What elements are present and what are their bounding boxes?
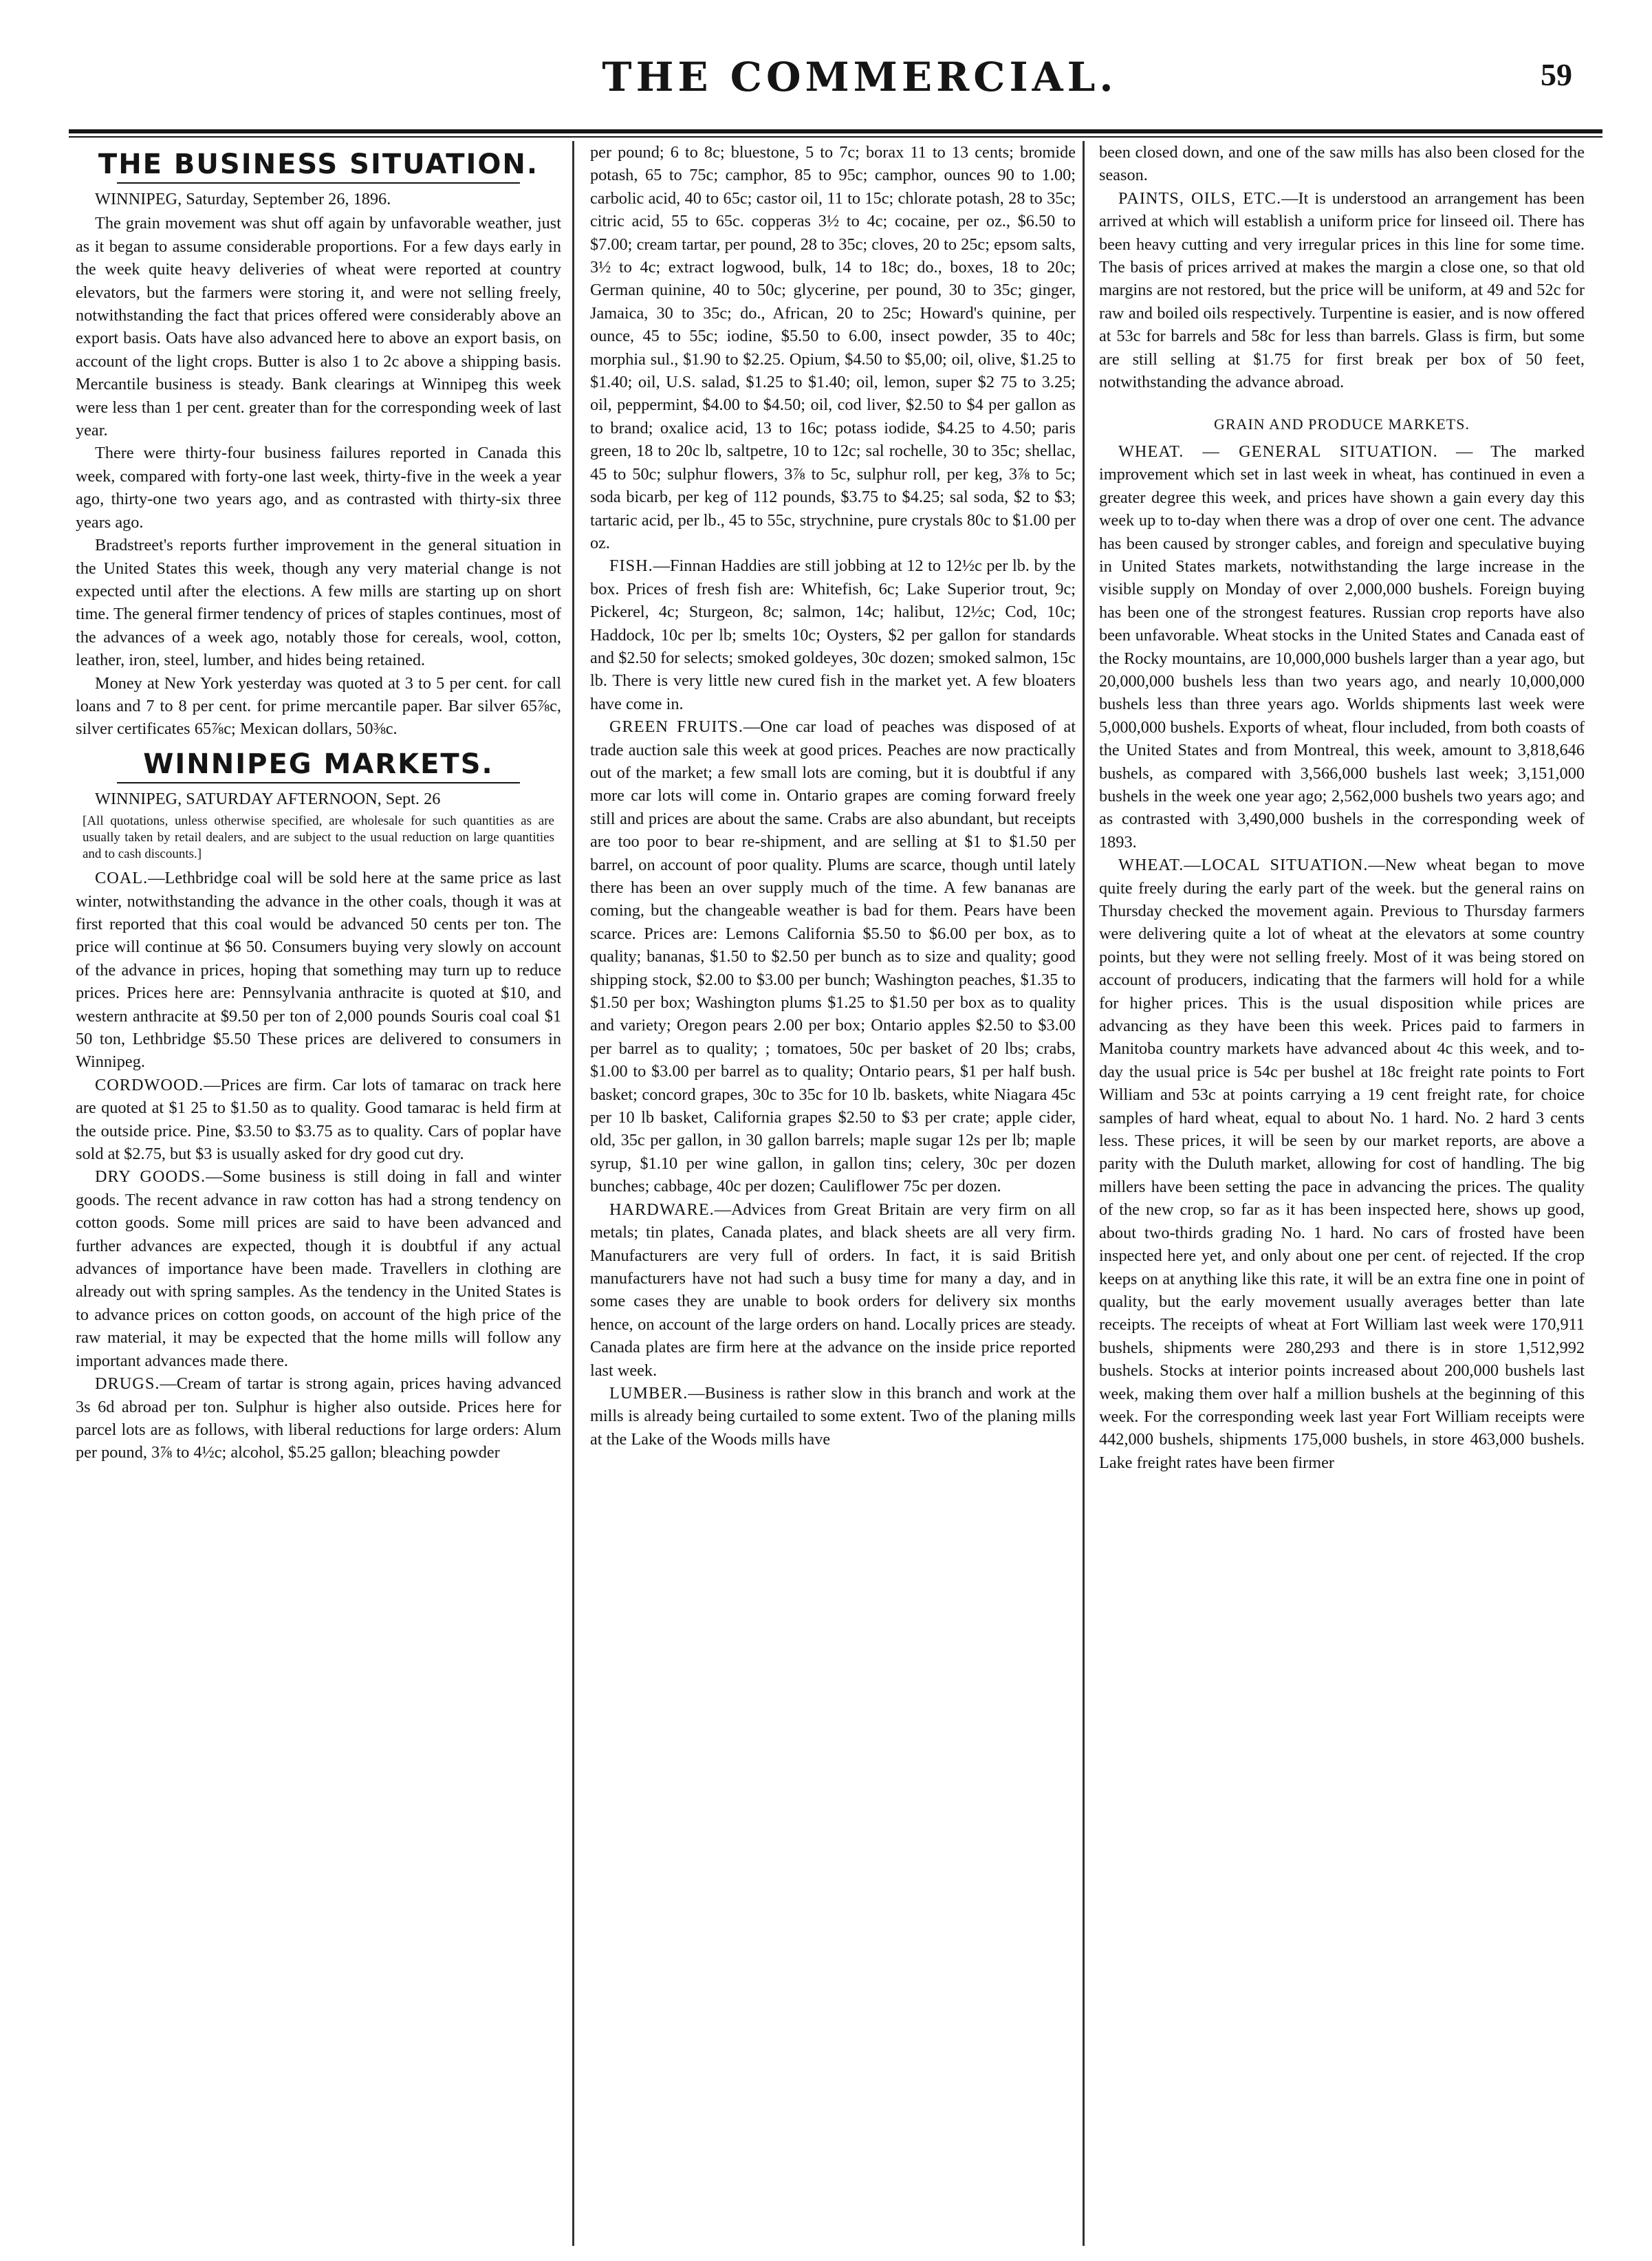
column-1 <box>76 141 561 2246</box>
business-paragraph: Money at New York yesterday was quoted at 3 to 5 per cent. for call loans and 7 to 8 per cent. for prime mercantile paper. Bar silver 65⅞c, silver certificates 65⅞c; Mexican dollars, 50⅜c. <box>76 673 561 739</box>
masthead-rule-thin <box>69 136 1602 138</box>
quotations-note: [All quotations, unless otherwise specified, are wholesale for such quantities as are usually taken by retail dealers, and are subject to the usual reduction on large quantities and to cash discounts.] <box>83 814 554 862</box>
winnipeg-markets-heading: WINNIPEG MARKETS. <box>143 748 494 780</box>
masthead-rule <box>69 129 1602 133</box>
masthead <box>0 0 1652 138</box>
paints-paragraph: PAINTS, OILS, ETC.—It is understood an arrangement has been arrived at which will establish a uniform price for linseed oil. There has been heavy cutting and very irregular prices in this line for some time. The basis of prices arrived at makes the margin a close one, so that old margins are not restored, but the price will be uniform, at 49 and 52c for raw and boiled oils respectively. Turpentine is easier, and is now offered at 53c for barrels and 58c for less than barrels. Glass is firm, but some are still selling at $1.75 for first break per box of 50 feet, notwithstanding the advance abroad. <box>1099 188 1585 392</box>
heading-rule <box>117 182 520 184</box>
column-divider <box>572 141 574 2246</box>
section-lead: HARDWARE. <box>609 1200 715 1219</box>
grain-produce-heading: GRAIN AND PRODUCE MARKETS. <box>1214 415 1470 433</box>
markets-dateline: WINNIPEG, SATURDAY AFTERNOON, Sept. 26 <box>95 789 441 808</box>
column-2 <box>590 141 1076 2246</box>
fish-paragraph: FISH.—Finnan Haddies are still jobbing at 12 to 12½c per lb. by the box. Prices of fresh fish are: Whitefish, 6c; Lake Superior trout, 9c; Pickerel, 4c; Sturgeon, 8c; salmon, 14c; halibut, 12½c; Cod, 10c; Haddock, 10c per lb; smelts 10c; Oysters, $2 per gallon for standards and $2.50 for selects; smoked goldeyes, 30c dozen; smoked salmon, 15c lb. There is very little new cured fish in the market yet. A few bloaters have come in. <box>590 556 1076 713</box>
green-fruits-paragraph: GREEN FRUITS.—One car load of peaches was disposed of at trade auction sale this week at good prices. Peaches are now practically out of the market; a few small lots are coming, but it is doubtful if any more car lots will come in. Ontario grapes are coming forward freely still and prices are about the same. Crabs are also abundant, but receipts are too poor to bear re-shipment, and are selling at $1 to $1.50 per barrel, on account of poor quality. Plums are scarce, though until lately there has been an over supply much of the time. A few bananas are coming, but the changeable weather is bad for them. Pears have been scarce. Prices are: Lemons California $5.50 to $6.00 per box, as to quality; bananas, $1.50 to $2.50 per bunch as to size and quality; good shipping stock, $2.00 to $3.00 per bunch; Washington peaches, $1.35 to $1.50 per box; Washington plums $1.25 to $1.50 per box as to quality and variety; Oregon pears 2.00 per box; Ontario apples $2.50 to $3.00 per barrel as to quality; ; tomatoes, 50c per basket of 20 lbs; crabs, $1.00 to $3.00 per barrel as to quality; Ontario pears, $1 per half bush. basket; concord grapes, 30c to 35c for 10 lb. baskets, white Niagara 45c per 10 lb basket, California grapes $2.50 to $3 per crate; apple cider, old, 35c per gallon, in 30 gallon barrels; maple sugar 12s per lb; maple syrup, $1.10 per wine gallon, in gallon tins; celery, 30c per dozen bunches; cabbage, 40c per dozen; Cauliflower 75c per dozen. <box>590 717 1076 1196</box>
section-lead: DRUGS. <box>95 1374 160 1394</box>
wheat-general-paragraph: WHEAT. — GENERAL SITUATION. — The marked improvement which set in last week in wheat, has continued in even a greater degree this week, and prices have shown a gain every day this week up to to-day when there was a drop of over one cent. The advance has been caused by stronger cables, and foreign and speculative buying in United States markets, notwithstanding the large increase in the visible supply on Monday of over 2,000,000 bushels. Foreign buying has been one of the strongest features. Russian crop reports have also been unfavorable. Wheat stocks in the United States and Canada east of the Rocky mountains, are 10,000,000 bushels larger than a year ago, but 20,000,000 bushels less than two years ago, and nearly 10,000,000 bushels less than three years ago. Worlds shipments last week were 5,000,000 bushels. Exports of wheat, flour included, from both coasts of the United States and from Montreal, this week, amount to 3,818,646 bushels, as compared with 3,566,000 bushels last week; 3,151,000 bushels in the week one year ago; 2,562,000 bushels two years ago; and as contrasted with 3,490,000 bushels in the corresponding week of 1893. <box>1099 442 1585 852</box>
section-lead: GREEN FRUITS. <box>609 717 743 737</box>
business-paragraph: Bradstreet's reports further improvement in the general situation in the United States this week, though any very material change is not expected until after the elections. A few mills are starting up on short time. The general firmer tendency of prices of staples continues, most of the advances of a week ago, notably those for cereals, wool, cotton, leather, iron, steel, lumber, and hides being retained. <box>76 536 561 670</box>
business-dateline: WINNIPEG, Saturday, September 26, 1896. <box>95 190 391 208</box>
dry-goods-paragraph: DRY GOODS.—Some business is still doing in fall and winter goods. The recent advance in raw cotton has had a strong tendency on cotton goods. Some mill prices are said to have been advanced and further advances are expected, though it is doubtful if any actual advances of importance have been made. Travellers in clothing are already out with spring samples. As the tendency in the United States is to advance prices on cotton goods, on account of the high price of the raw material, it may be expected that the home mills will follow any important advances made there. <box>76 1167 561 1370</box>
section-lead: LUMBER. <box>609 1383 688 1403</box>
section-lead: FISH. <box>609 556 653 576</box>
lumber-continued: been closed down, and one of the saw mills has also been closed for the season. <box>1099 143 1585 185</box>
business-situation-heading: THE BUSINESS SITUATION. <box>98 149 539 180</box>
section-lead: WHEAT.—LOCAL SITUATION. <box>1118 856 1369 875</box>
coal-paragraph: COAL.—Lethbridge coal will be sold here at the same price as last winter, notwithstanding the advance in the other coals, though it was at first reported that this coal would be advanced 50 cents per ton. The price will continue at $6 50. Consumers buying very slowly on account of the advance in prices, hoping that something may turn up to reduce prices. Prices here are: Pennsylvania anthracite is quoted at $10, and western anthracite at $9.50 per ton of 2,000 pounds Souris coal coal $1 50 ton, Lethbridge $5.50 These prices are delivered to consumers in Winnipeg. <box>76 869 561 1072</box>
heading-rule <box>117 782 520 783</box>
drugs-continued: per pound; 6 to 8c; bluestone, 5 to 7c; borax 11 to 13 cents; bromide potash, 65 to 75c; camphor, 85 to 95c; camphor, ounces 90 to 1.00; carbolic acid, 40 to 65c; castor oil, 11 to 15c; chlorate potash, 28 to 35c; citric acid, 55 to 65c. copperas 3½ to 4c; cocaine, per oz., $6.50 to $7.00; cream tartar, per pound, 28 to 35c; cloves, 20 to 25c; epsom salts, 3½ to 4c; extract logwood, bulk, 14 to 18c; do., boxes, 18 to 20c; German quinine, 40 to 50c; glycerine, per pound, 30 to 35c; ginger, Jamaica, 30 to 35c; do., African, 20 to 25c; Howard's quinine, per ounce, 45 to 55c; iodine, $5.50 to 6.00, insect powder, 35 to 40c; morphia sul., $1.90 to $2.25. Opium, $4.50 to $5,00; oil, olive, $1.25 to $1.40; oil, U.S. salad, $1.25 to $1.40; oil, lemon, super $2 75 to 3.25; oil, peppermint, $4.00 to $4.50; oil, cod liver, $2.50 to $4 per gallon as to brand; oxalice acid, 13 to 16c; potass iodide, $4.25 to 4.50; paris green, 18 to 20c lb, saltpetre, 10 to 12c; sal rochelle, 30 to 35c; shellac, 45 to 50c; sulphur flowers, 3⅞ to 5c, sulphur roll, per keg, 3⅞ to 5c; soda bicarb, per keg of 112 pounds, $3.75 to $4.25; sal soda, $2 to $3; tartaric acid, per lb., 45 to 55c, strychnine, pure crystals 80c to $1.00 per oz. <box>590 143 1076 552</box>
drugs-paragraph: DRUGS.—Cream of tartar is strong again, prices having advanced 3s 6d abroad per ton. Sulphur is higher also outside. Prices here for parcel lots are as follows, with liberal reductions for large orders: Alum per pound, 3⅞ to 4½c; alcohol, $5.25 gallon; bleaching powder <box>76 1374 561 1462</box>
section-lead: COAL. <box>95 869 149 888</box>
column-divider <box>1083 141 1085 2246</box>
section-lead: PAINTS, OILS, ETC. <box>1118 188 1282 208</box>
hardware-paragraph: HARDWARE.—Advices from Great Britain are very firm on all metals; tin plates, Canada plates, and black sheets are all very firm. Manufacturers are very full of orders. In fact, it is said British manufacturers have not had such a busy time for many a day, and in some cases they are unable to book orders for delivery six months hence, on account of the large orders on hand. Locally prices are steady. Canada plates are firm here at the advance on the inside price reported last week. <box>590 1200 1076 1380</box>
lumber-paragraph: LUMBER.—Business is rather slow in this branch and work at the mills is already being curtailed to some extent. Two of the planing mills at the Lake of the Woods mills have <box>590 1383 1076 1449</box>
section-lead: WHEAT. — GENERAL SITUATION. <box>1118 442 1438 461</box>
running-head: THE COMMERCIAL. <box>602 54 1118 100</box>
section-lead: DRY GOODS. <box>95 1167 206 1187</box>
business-paragraph: There were thirty-four business failures reported in Canada this week, compared with forty-one last week, thirty-five in the week a year ago, thirty-one two years ago, and as contrasted with thirty-six three years ago. <box>76 444 561 532</box>
business-paragraph: The grain movement was shut off again by unfavorable weather, just as it began to assume considerable proportions. For a few days early in the week quite heavy deliveries of wheat were reported at country elevators, but the farmers were storing it, and were not selling freely, notwithstanding the fact that prices offered were considerably above an export basis. Oats have also advanced here to above an export basis, on account of the light crops. Butter is also 1 to 2c above a shipping basis. Mercantile business is steady. Bank clearings at Winnipeg this week were less than 1 per cent. greater than for the corresponding week of last year. <box>76 214 561 440</box>
page-number: 59 <box>1541 57 1572 92</box>
cordwood-paragraph: CORDWOOD.—Prices are firm. Car lots of tamarac on track here are quoted at $1 25 to $1.50 as to quality. Good tamarac is held firm at the outside price. Pine, $3.50 to $3.75 as to quality. Cars of poplar have sold at $2.75, but $3 is usually asked for dry good cut dry. <box>76 1075 561 1164</box>
column-3 <box>1099 141 1585 2246</box>
section-lead: CORDWOOD. <box>95 1075 204 1094</box>
wheat-local-paragraph: WHEAT.—LOCAL SITUATION.—New wheat began to move quite freely during the early part of the week. but the general rains on Thursday checked the movement again. Previous to Thursday farmers were delivering quite a lot of wheat at the elevators at some country points, but they were not selling freely. Most of it was being stored on account of producers, indicating that the farmers will hold for a while for higher prices. This is the usual disposition while prices are advancing as they have been this week. Prices paid to farmers in Manitoba country markets have advanced about 4c this week, and to-day the usual price is 54c per bushel at 18c freight rate points to Fort William and 53c at points carrying a 19 cent freight rate, for choice samples of hard wheat, equal to about No. 1 hard. No. 2 hard 3 cents less. These prices, it will be seen by our market reports, are above a parity with the Duluth market, allowing for cost of handling. The big millers have been setting the pace in advancing the prices. The quality of the new crop, so far as it has been inspected here, shows up good, about two-thirds grading No. 1 hard. No cars of frosted have been inspected here yet, and only about one per cent. of rejected. If the crop keeps on at anything like this rate, it will be an extra fine one in point of quality, but the early movement usually averages better than late receipts. The receipts of wheat at Fort William last week were 170,911 bushels, shipments were 280,293 and there is in store 1,512,992 bushels. Stocks at interior points increased about 200,000 bushels last week, making them over half a million bushels at the beginning of this week. For the corresponding week last year Fort William receipts were 442,000 bushels, shipments 175,000 bushels, in store 463,000 bushels. Lake freight rates have been firmer <box>1099 856 1585 1472</box>
